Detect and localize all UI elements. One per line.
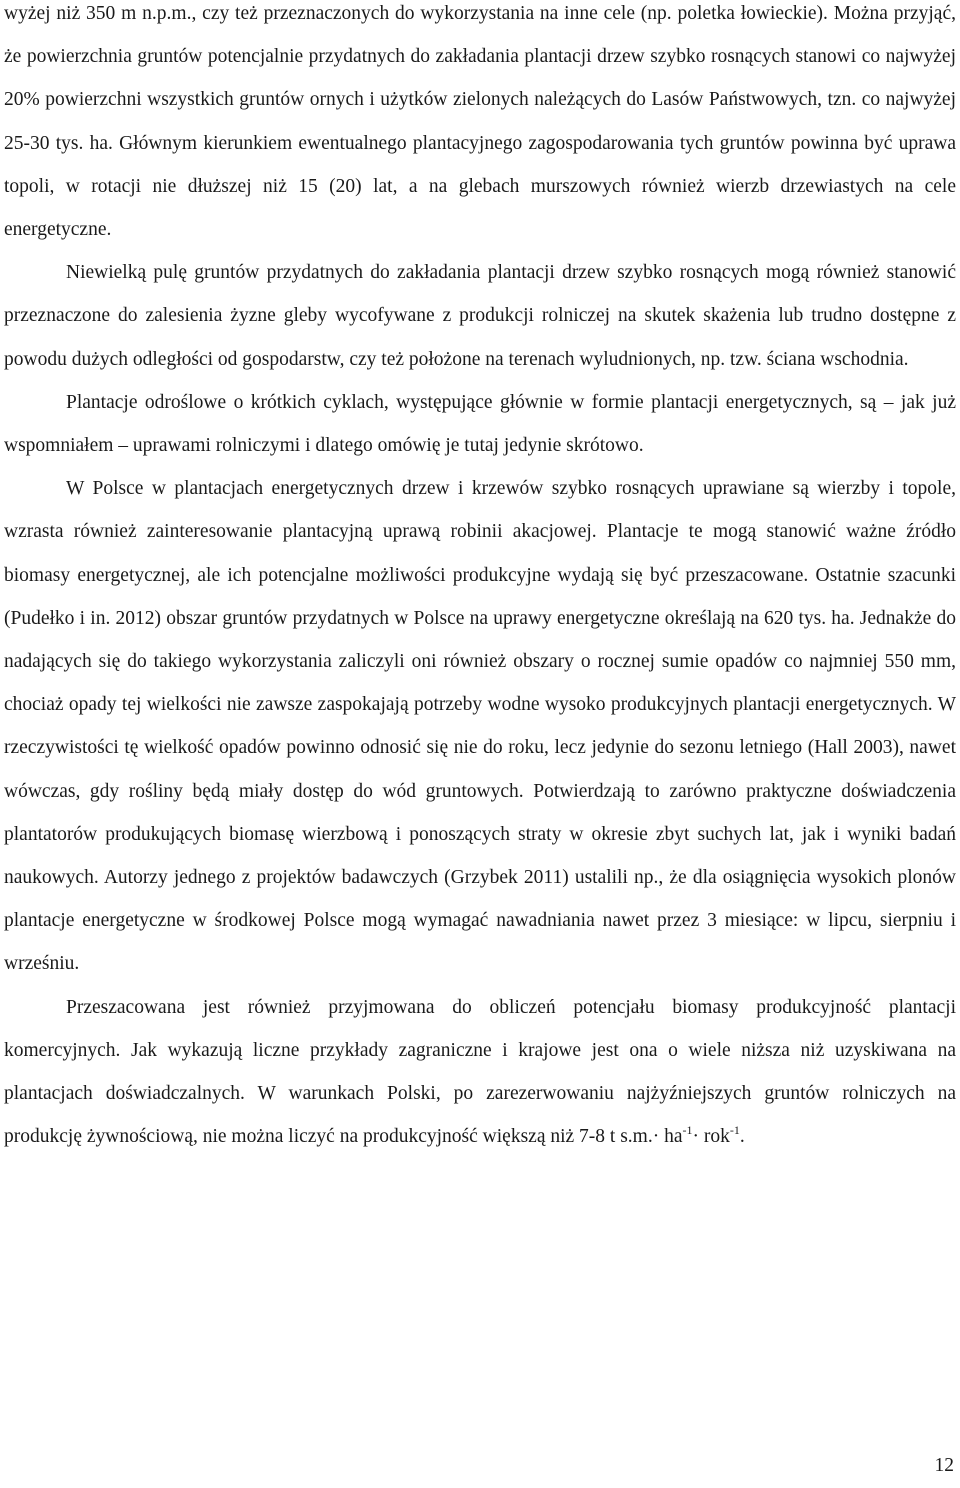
paragraph-5-end: .: [739, 1126, 745, 1148]
exponent-ha: -1: [682, 1123, 693, 1138]
paragraph-4: W Polsce w plantacjach energetycznych drzew i krzewów szybko rosnących uprawiane są wierzby i topole, wzrasta również zainteresowanie plantacyjną uprawą robinii akacjowej. Plantacje te mogą stanowić ważne źródło biomasy energetycznej, ale ich potencjalne możliwości produkcyjne wydają się być przeszacowane. Ostatnie szacunki (Pudełko i in. 2012) obszar gruntów przydatnych w Polsce na uprawy energetyczne określają na 620 tys. ha. Jednakże do nadających się do takiego wykorzystania zaliczyli oni również obszary o rocznej sumie opadów co najmniej 550 mm, chociaż opady tej wielkości nie zawsze zaspokajają potrzeby wodne wysoko produkcyjnych plantacji energetycznych. W rzeczywistości tę wielkość opadów powinno odnosić się nie do roku, lecz jedynie do sezonu letniego (Hall 2003), nawet wówczas, gdy rośliny będą miały dostęp do wód gruntowych. Potwierdzają to zarówno praktyczne doświadczenia plantatorów produkujących biomasę wierzbową i ponoszących straty w okresie zbyt suchych lat, jak i wyniki badań naukowych. Autorzy jednego z projektów badawczych (Grzybek 2011) ustalili np., że dla osiągnięcia wysokich plonów plantacje energetyczne w środkowej Polsce mogą wymagać nawadniania nawet przez 3 miesiące: w lipcu, sierpniu i wrześniu.: [4, 478, 956, 975]
exponent-rok: -1: [729, 1123, 740, 1138]
paragraph-5-unit: · rok: [692, 1126, 730, 1148]
paragraph-3: Plantacje odroślowe o krótkich cyklach, występujące głównie w formie plantacji energetycznych, są – jak już wspomniałem – uprawami rolniczymi i dlatego omówię je tutaj jedynie skrótowo.: [4, 391, 956, 457]
paragraph-2: Niewielką pulę gruntów przydatnych do zakładania plantacji drzew szybko rosnących mogą również stanowić przeznaczone do zalesienia żyzne gleby wycofywane z produkcji rolniczej na skutek skażenia lub trudno dostępne z powodu dużych odległości od gospodarstw, czy też położone na terenach wyludnionych, np. tzw. ściana wschodnia.: [4, 262, 956, 370]
paragraph-1: wyżej niż 350 m n.p.m., czy też przeznaczonych do wykorzystania na inne cele (np. poletka łowieckie). Można przyjąć, że powierzchnia gruntów potencjalnie przydatnych do zakładania plantacji drzew szybko rosnących stanowi co najwyżej 20% powierzchni wszystkich gruntów ornych i użytków zielonych należących do Lasów Państwowych, tzn. co najwyżej 25-30 tys. ha. Głównym kierunkiem ewentualnego plantacyjnego zagospodarowania tych gruntów powinna być uprawa topoli, w rotacji nie dłuższej niż 15 (20) lat, a na glebach murszowych również wierzb drzewiastych na cele energetyczne.: [4, 3, 956, 241]
paragraph-5: [4, 986, 956, 1159]
paragraph-5-text: Przeszacowana jest również przyjmowana do obliczeń potencjału biomasy produkcyjność plantacji komercyjnych. Jak wykazują liczne przykłady zagraniczne i krajowe jest ona o wiele niższa niż uzyskiwana na plantacjach doświadczalnych. W warunkach Polski, po zarezerwowaniu najżyźniejszych gruntów rolniczych na produkcję żywnościową, nie można liczyć na produkcyjność większą niż 7-8 t s.m.· ha: [4, 996, 956, 1148]
document-page: [4, 0, 956, 1158]
page-number: 12: [934, 1455, 954, 1476]
